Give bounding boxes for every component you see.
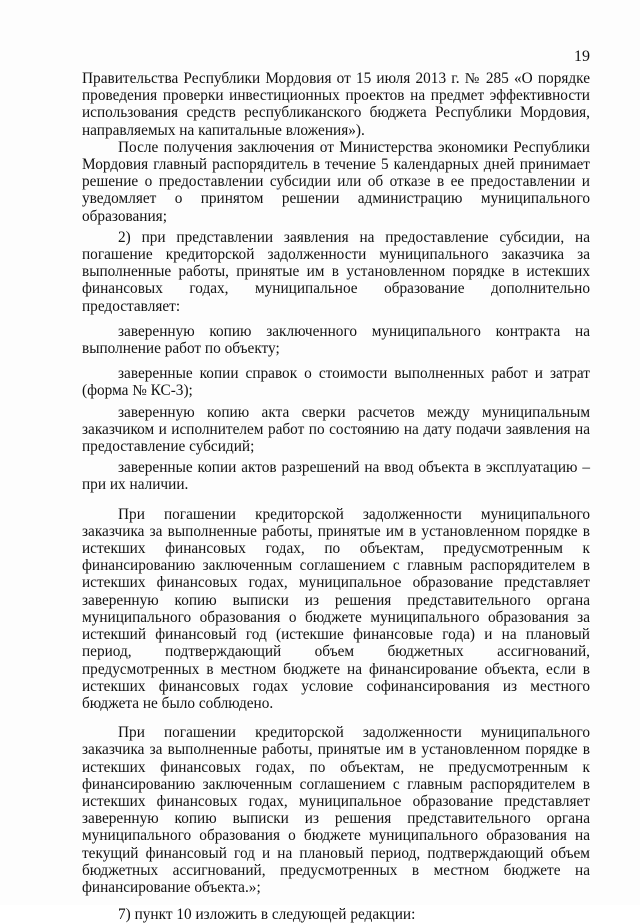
paragraph-contract-copy: заверенную копию заключенного муниципального контракта на выполнение работ по объекту;: [82, 322, 590, 358]
paragraph-permit-copies: заверенные копии актов разрешений на ввод объекта в эксплуатацию – при их наличии.: [82, 459, 590, 494]
page-number: 19: [574, 48, 590, 65]
paragraph-reconciliation-act: заверенную копию акта сверки расчетов между муниципальным заказчиком и исполнителем работ по состоянию на дату подачи заявления на предоставление субсидий;: [82, 403, 590, 456]
paragraph-regulation-reference: Правительства Республики Мордовия от 15 июля 2013 г. № 285 «О порядке проведения проверки инвестиционных проектов на предмет эффективности использования средств республиканского бюджета Республики Мордовия, направляемых на капитальные вложения»).: [82, 70, 590, 139]
paragraph-debt-uncovered-objects: При погашении кредиторской задолженности муниципального заказчика за выполненные работы, принятые им в установленном порядке в истекших финансовых годах, по объектам, не предусмотренным к финансированию заключенным соглашением с главным распорядителем в истекших финансовых годах, муниципальное образование представляет заверенную копию выписки из решения представительного органа муниципального образования о бюджете муниципального образования на текущий финансовый год и на плановый период, подтверждающий объем бюджетных ассигнований, предусмотренных в местном бюджете на финансирование объекта.»;: [82, 724, 590, 896]
paragraph-item-7: 7) пункт 10 изложить в следующей редакции:: [118, 906, 416, 923]
paragraph-ministry-conclusion: После получения заключения от Министерства экономики Республики Мордовия главный распорядитель в течение 5 календарных дней принимает решение о предоставлении субсидии или об отказе в ее предоставлении и уведомляет о принятом решении администрацию муниципального образования;: [82, 138, 590, 225]
paragraph-item-2: 2) при представлении заявления на предоставление субсидии, на погашение кредиторской задолженности муниципального заказчика за выполненные работы, принятые им в установленном порядке в истекших финансовых годах, муниципальное образование дополнительно предоставляет:: [82, 228, 590, 315]
paragraph-debt-covered-objects: При погашении кредиторской задолженности муниципального заказчика за выполненные работы, принятые им в установленном порядке в истекших финансовых годах, по объектам, предусмотренным к финансированию заключенным соглашением с главным распорядителем в истекших финансовых годах, муниципальное образование представляет заверенную копию выписки из решения представительного органа муниципального образования о бюджете муниципального образования за истекший финансовый год (истекшие финансовые года) и на плановый период, подтверждающий объем бюджетных ассигнований, предусмотренных в местном бюджете на финансирование объекта, если в истекших финансовых годах условие софинансирования из местного бюджета не было соблюдено.: [82, 505, 590, 712]
document-body: [82, 70, 590, 923]
paragraph-ks3-copies: заверенные копии справок о стоимости выполненных работ и затрат (форма № КС-3);: [82, 365, 590, 400]
